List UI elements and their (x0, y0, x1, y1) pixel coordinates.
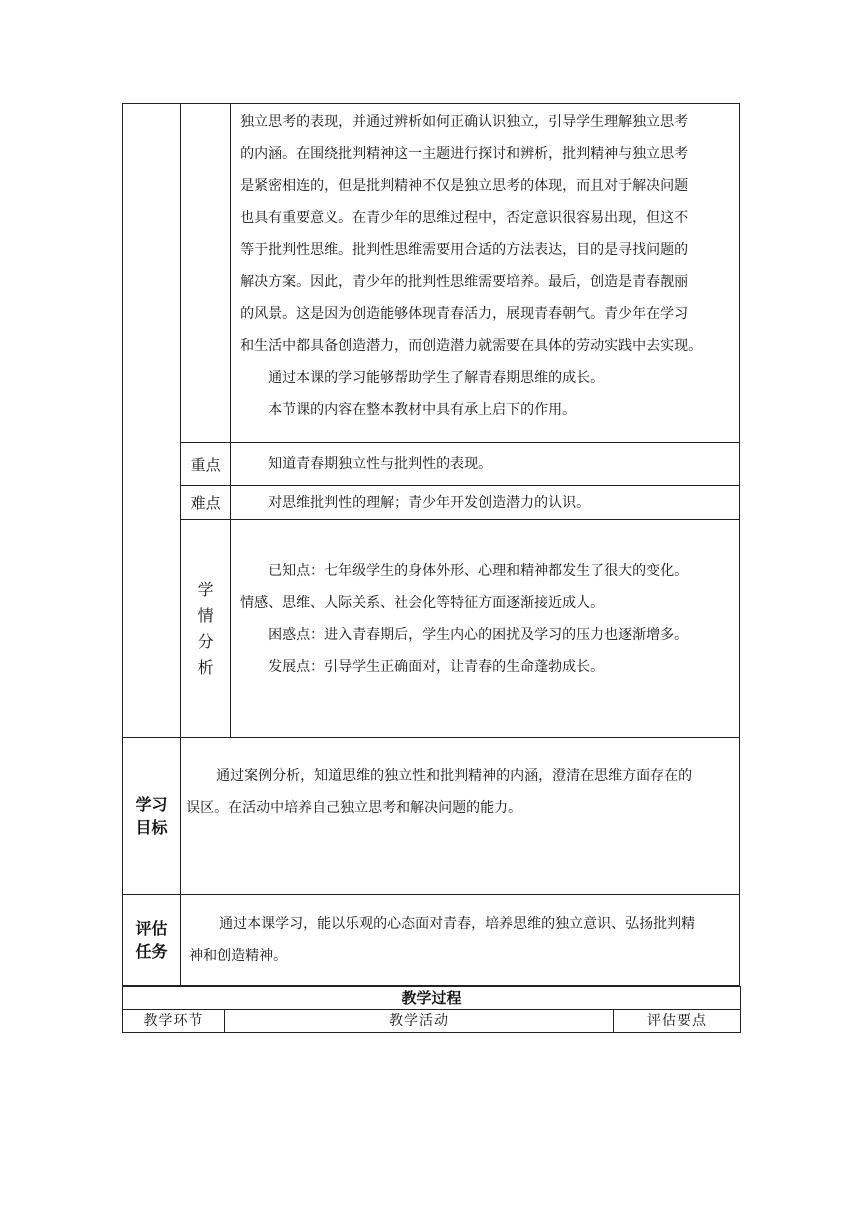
intro-label-cell (181, 104, 231, 443)
student-analysis-label-char: 析 (197, 657, 214, 677)
known-point-line-2: 情感、思维、人际关系、社会化等特征方面逐渐接近成人。 (240, 595, 605, 611)
key-point-row (123, 443, 740, 486)
process-col-assessment: 评估要点 (614, 1010, 741, 1033)
student-analysis-cell (231, 520, 740, 738)
process-col-stage: 教学环节 (123, 1010, 225, 1033)
objectives-line-2: 误区。在活动中培养自己独立思考和解决问题的能力。 (186, 800, 523, 816)
develop-point: 发展点：引导学生正确面对，让青春的生命蓬勃成长。 (268, 659, 605, 675)
process-title: 教学过程 (123, 987, 741, 1010)
difficulty-text: 对思维批判性的理解；青少年开发创造潜力的认识。 (268, 494, 591, 511)
objectives-cell (181, 738, 740, 895)
student-analysis-label-char: 情 (197, 605, 214, 625)
assessment-label (123, 895, 181, 986)
student-analysis-label-char: 分 (197, 631, 214, 651)
difficulty-label: 难点 (181, 486, 231, 520)
intro-row (123, 104, 740, 443)
intro-paragraph-2: 通过本课的学习能够帮助学生了解青春期思维的成长。 (268, 370, 605, 386)
process-title-row (123, 987, 741, 1010)
assessment-row (123, 895, 740, 986)
intro-content-cell (231, 104, 740, 443)
teaching-process-table (122, 986, 741, 1033)
intro-line: 的风景。这是因为创造能够体现青春活力，展现青春朝气。青少年在学习 (240, 306, 689, 322)
assessment-cell (181, 895, 740, 986)
intro-line: 的内涵。在围绕批判精神这一主题进行探讨和辨析，批判精神与独立思考 (240, 146, 689, 162)
lesson-plan-table (122, 103, 740, 986)
intro-line: 是紧密相连的，但是批判精神不仅是独立思考的体现，而且对于解决问题 (240, 178, 689, 194)
intro-paragraph-3: 本节课的内容在整本教材中具有承上启下的作用。 (268, 402, 577, 418)
assessment-line-1: 通过本课学习，能以乐观的心态面对青春，培养思维的独立意识、弘扬批判精 (219, 916, 696, 932)
known-point-line-1: 已知点：七年级学生的身体外形、心理和精神都发生了很大的变化。 (268, 563, 689, 579)
intro-line: 等于批判性思维。批判性思维需要用合适的方法表达，目的是寻找问题的 (240, 242, 689, 258)
objectives-label-line: 学习 (135, 795, 168, 814)
section-label-cell-empty (123, 104, 181, 738)
objectives-line-1: 通过案例分析，知道思维的独立性和批判精神的内涵，澄清在思维方面存在的 (216, 768, 693, 784)
intro-line: 和生活中都具备创造潜力，而创造潜力就需要在具体的劳动实践中去实现。 (240, 338, 703, 354)
process-header-row (123, 1010, 741, 1033)
intro-line: 也具有重要意义。在青少年的思维过程中，否定意识很容易出现，但这不 (240, 210, 689, 226)
process-col-activity: 教学活动 (225, 1010, 614, 1033)
intro-line: 解决方案。因此，青少年的批判性思维需要培养。最后，创造是青春靓丽 (240, 274, 689, 290)
key-point-cell (231, 443, 740, 486)
difficulty-row (123, 486, 740, 520)
objectives-label (123, 738, 181, 895)
key-point-text: 知道青春期独立性与批判性的表现。 (268, 456, 493, 472)
objectives-row (123, 738, 740, 895)
student-analysis-label (181, 520, 231, 738)
assessment-label-line: 评估 (135, 919, 168, 938)
puzzle-point: 困惑点：进入青春期后，学生内心的困扰及学习的压力也逐渐增多。 (268, 627, 689, 643)
assessment-line-2: 神和创造精神。 (189, 948, 288, 964)
student-analysis-label-char: 学 (197, 579, 214, 599)
assessment-label-line: 任务 (135, 942, 168, 961)
key-point-label: 重点 (181, 443, 231, 486)
student-analysis-row (123, 520, 740, 738)
intro-line: 独立思考的表现，并通过辨析如何正确认识独立，引导学生理解独立思考 (240, 114, 689, 130)
difficulty-cell (231, 486, 740, 520)
objectives-label-line: 目标 (135, 818, 168, 837)
